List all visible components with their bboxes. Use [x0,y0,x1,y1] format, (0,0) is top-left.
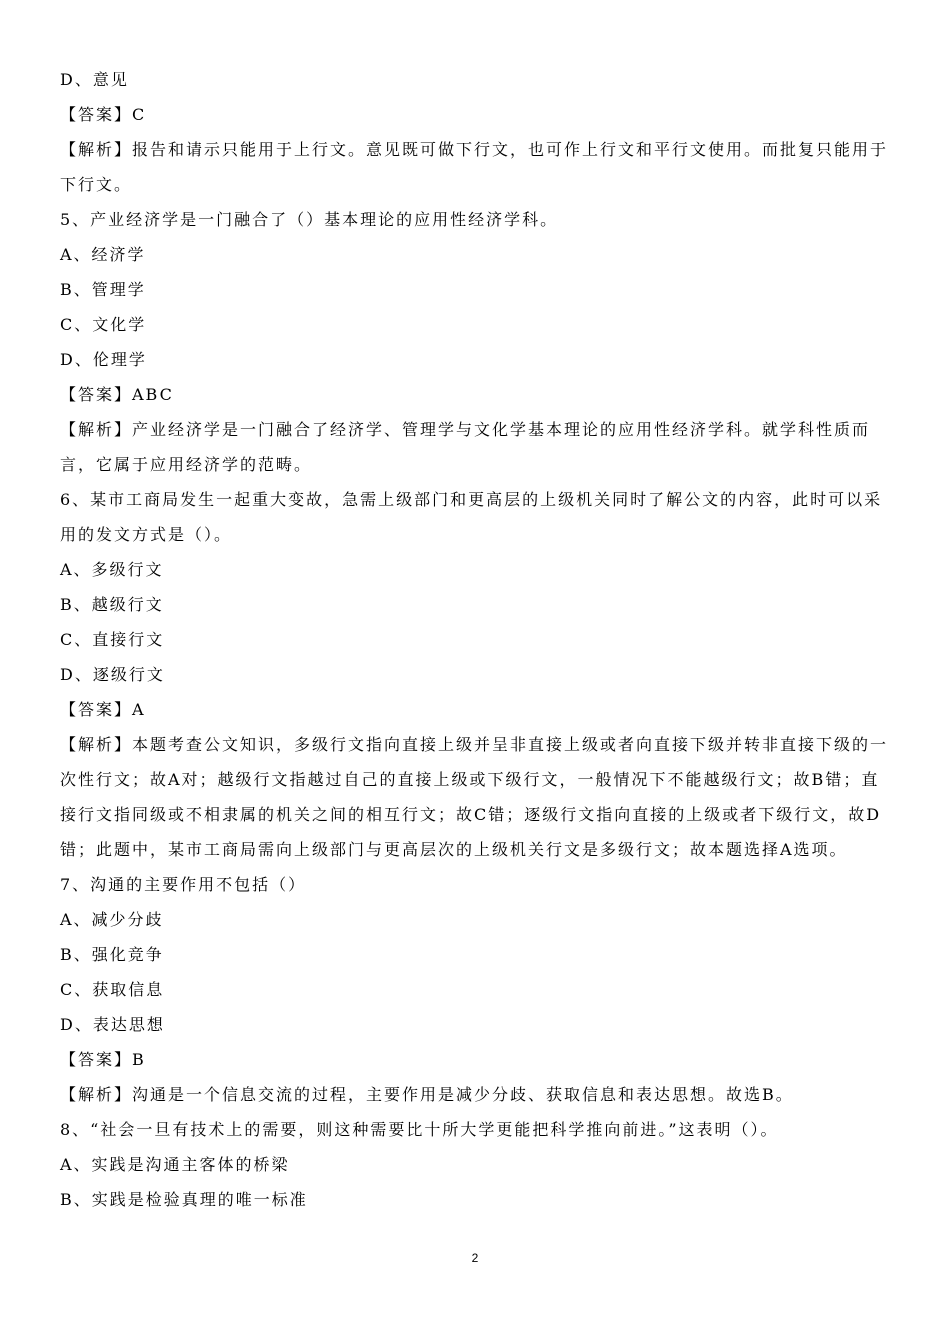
option-6c: C、直接行文 [60,630,165,649]
answer-4: 【答案】C [60,105,147,124]
explanation-4: 【解析】报告和请示只能用于上行文。意见既可做下行文，也可作上行文和平行文使用。而批复只能用于下行文。 [60,140,889,194]
option-7d: D、表达思想 [60,1015,165,1034]
explanation-7: 【解析】沟通是一个信息交流的过程，主要作用是减少分歧、获取信息和表达思想。故选B。 [60,1085,794,1104]
option-8a: A、实践是沟通主客体的桥梁 [60,1155,290,1174]
explanation-6: 【解析】本题考查公文知识，多级行文指向直接上级并呈非直接上级或者向直接下级并转非直接下级的一次性行文；故A对；越级行文指越过自己的直接上级或下级行文，一般情况下不能越级行文；故B错；直接行文指同级或不相隶属的机关之间的相互行文；故C错；逐级行文指向直接的上级或者下级行文，故D错；此题中，某市工商局需向上级部门与更高层次的上级机关行文是多级行文；故本题选择A选项。 [60,735,889,859]
option-5c: C、文化学 [60,315,147,334]
question-8: 8、“社会一旦有技术上的需要，则这种需要比十所大学更能把科学推向前进。”这表明（）。 [60,1120,779,1139]
answer-6: 【答案】A [60,700,146,719]
explanation-5: 【解析】产业经济学是一门融合了经济学、管理学与文化学基本理论的应用性经济学科。就学科性质而言，它属于应用经济学的范畴。 [60,420,871,474]
option-7a: A、减少分歧 [60,910,164,929]
option-6d: D、逐级行文 [60,665,165,684]
option-8b: B、实践是检验真理的唯一标准 [60,1190,308,1209]
option-6b: B、越级行文 [60,595,164,614]
answer-7: 【答案】B [60,1050,146,1069]
option-5d: D、伦理学 [60,350,147,369]
option-7b: B、强化竞争 [60,945,164,964]
option-4d: D、意见 [60,70,129,89]
option-5b: B、管理学 [60,280,146,299]
option-6a: A、多级行文 [60,560,164,579]
question-5: 5、产业经济学是一门融合了（）基本理论的应用性经济学科。 [60,210,559,229]
question-6: 6、某市工商局发生一起重大变故，急需上级部门和更高层的上级机关同时了解公文的内容，此时可以采用的发文方式是（）。 [60,490,883,544]
option-5a: A、经济学 [60,245,146,264]
document-body [60,62,896,1217]
page-number: 2 [471,1251,479,1265]
option-7c: C、获取信息 [60,980,165,999]
answer-5: 【答案】ABC [60,385,174,404]
question-7: 7、沟通的主要作用不包括（） [60,875,307,894]
